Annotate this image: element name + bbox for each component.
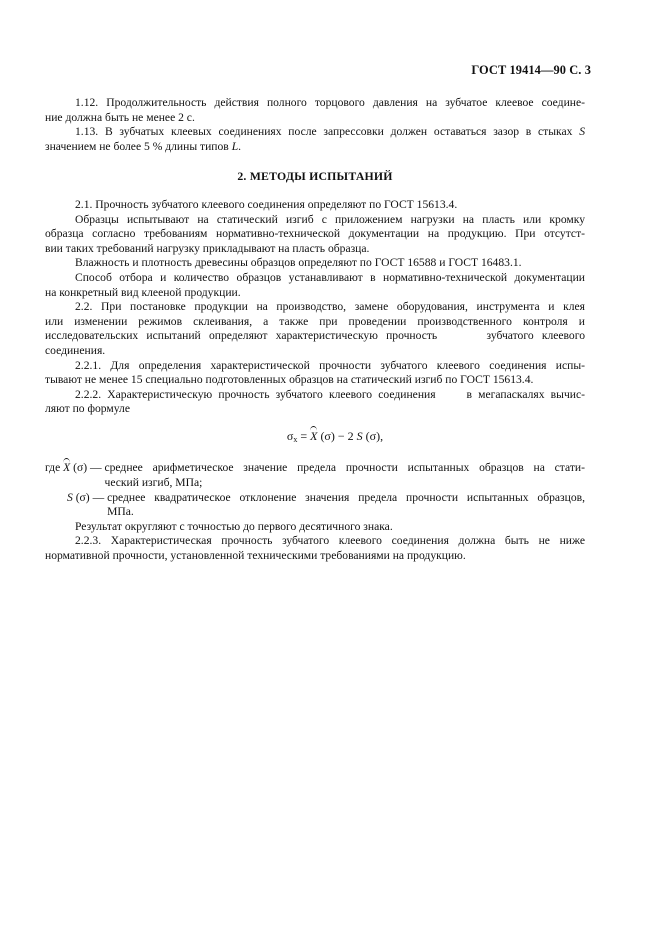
formula-xbar: X	[310, 428, 318, 443]
paragraph-2-1: 2.1. Прочность зубчатого клеевого соединения определяют по ГОСТ 15613.4.	[75, 197, 458, 211]
formula-arg-1: (σ) − 2	[317, 428, 357, 443]
definition-xbar	[45, 461, 585, 490]
definition-xbar-line-2: ческий изгиб, МПа;	[104, 476, 203, 490]
formula-equals: =	[297, 428, 311, 443]
definition-xbar-desc	[104, 461, 585, 490]
definition-s-desc	[107, 491, 585, 520]
definition-prefix: где	[45, 461, 64, 475]
paragraph-2-1b-line-3: вии таких требований нагрузку прикладывают на пласть образца.	[45, 241, 370, 255]
paragraph-2-1d-line-1: Способ отбора и количество образцов устанавливают в нормативно-технической документации	[75, 270, 585, 284]
paragraph-1-13-line-1	[45, 125, 585, 140]
formula-subscript: x	[293, 434, 298, 444]
formula-s: S	[356, 428, 363, 443]
formula-sigma: σ	[286, 428, 294, 443]
definition-xbar-line-1: среднее арифметическое значение предела прочности испытанных образцов на стати-	[104, 461, 585, 475]
definition-s-arg: (σ)	[72, 490, 90, 504]
definition-s-term	[67, 491, 107, 520]
definition-xbar-term	[45, 461, 104, 490]
definition-s-line-1: среднее квадратическое отклонение значения предела прочности испытанных образцов,	[107, 490, 585, 504]
paragraph-2-2-2-line-1: 2.2.2. Характеристическую прочность зубчатого клеевого соединения в мегапаскалях вычис-	[75, 387, 585, 401]
paragraph-2-2-line-3: исследовательских испытаний определяют характеристическую прочность зубчатого клеевого	[45, 329, 585, 343]
paragraph-2-2-2-line-2: ляют по формуле	[45, 402, 130, 416]
paragraph-1-13-line-2	[45, 140, 585, 155]
paragraph-2-1b-line-1: Образцы испытывают на статический изгиб с приложением нагрузки на пласть или кромку	[75, 212, 585, 226]
formula	[45, 429, 585, 448]
variable-l: L	[231, 139, 239, 153]
paragraph-1-12-line-1: 1.12. Продолжительность действия полного торцового давления на зубчатое клеевое соедине-	[75, 96, 585, 109]
paragraph-2-2-1-line-1: 2.2.1. Для определения характеристической прочности зубчатого клеевого соединения испы-	[75, 358, 585, 372]
paragraph-2-1c: Влажность и плотность древесины образцов определяют по ГОСТ 16588 и ГОСТ 16483.1.	[75, 256, 522, 270]
paragraph-2-2-line-2: или изменении режимов склеивания, а также при проведении производственного контроля и	[45, 314, 585, 328]
section-title: 2. МЕТОДЫ ИСПЫТАНИЙ	[237, 169, 393, 184]
paragraph-2-1d-line-2: на конкретный вид клееной продукции.	[45, 285, 241, 299]
definition-s-symbol: S	[67, 490, 73, 504]
definition-s-dash: —	[89, 490, 108, 504]
paragraph-2-2-line-1: 2.2. При постановке продукции на производство, замене оборудования, инструмента и клея	[75, 300, 585, 314]
paragraph-1-12-line-2: ние должна быть не менее 2 с.	[45, 110, 195, 124]
page-header: ГОСТ 19414—90 С. 3	[471, 63, 591, 77]
paragraph-1-13-end: .	[238, 139, 242, 153]
variable-s: S	[579, 125, 586, 139]
paragraph-2-2-3-line-2: нормативной прочности, установленной техническими требованиями на продукцию.	[45, 549, 466, 563]
formula-arg-2: (σ),	[362, 428, 384, 443]
definition-s-line-2: МПа.	[107, 505, 134, 519]
paragraph-2-2-3-line-1: 2.2.3. Характеристическая прочность зубчатого клеевого соединения должна быть не ниже	[75, 534, 585, 548]
paragraph-2-2-line-4: соединения.	[45, 343, 106, 357]
document-body	[45, 96, 585, 564]
paragraph-2-2-1-line-2: тывают не менее 15 специально подготовленных образцов на статический изгиб по ГОСТ 15613.4.	[45, 373, 534, 387]
paragraph-1-13-text: 1.13. В зубчатых клеевых соединениях после запрессовки должен оставаться зазор в стыках	[75, 125, 573, 139]
definition-xbar-symbol: X	[63, 461, 71, 475]
paragraph-2-1b-line-2: образца согласно требованиям нормативно-технической документации на продукцию. При отсутст-	[45, 227, 585, 241]
definition-s	[45, 491, 585, 520]
paragraph-1-13-line-2-text: значением не более 5 % длины типов	[45, 139, 229, 153]
definition-xbar-arg: (σ)	[70, 461, 88, 475]
paragraph-result: Результат округляют с точностью до первого десятичного знака.	[75, 519, 393, 533]
definition-xbar-dash: —	[87, 461, 105, 475]
